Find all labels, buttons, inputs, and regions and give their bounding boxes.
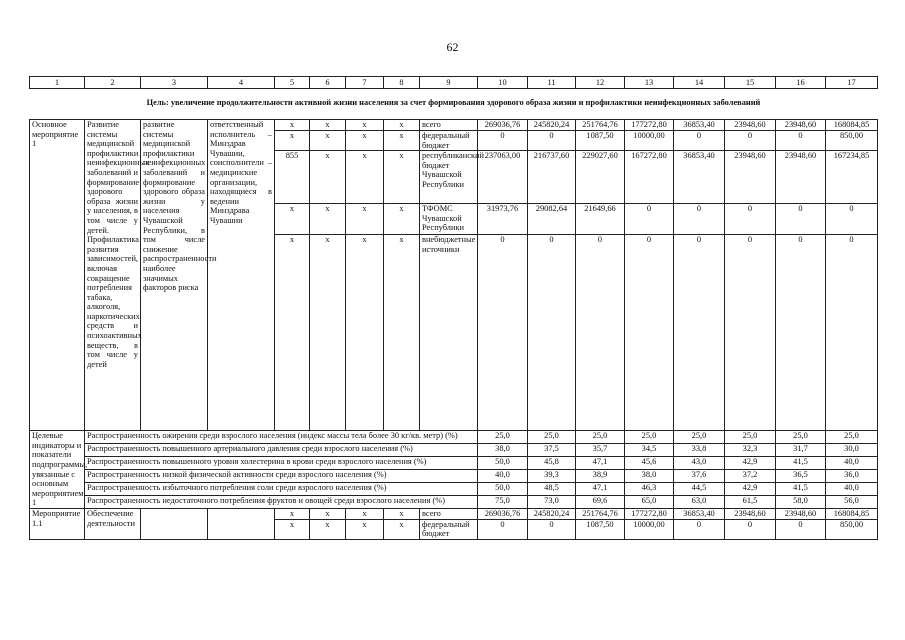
budget-code-cell: x [346,120,384,131]
indicator-value: 25,0 [826,431,878,444]
amount-cell: 10000,00 [625,131,674,151]
indicator-value: 37,5 [528,444,576,457]
amount-cell: 23948,60 [725,508,776,519]
amount-cell: 0 [478,519,528,539]
budget-code-cell: x [310,204,346,235]
funding-source: всего [420,120,478,131]
amount-cell: 245820,24 [528,120,576,131]
column-header: 11 [528,77,576,89]
amount-cell: 31973,76 [478,204,528,235]
amount-cell: 850,00 [826,131,878,151]
indicator-value: 31,7 [776,444,826,457]
indicator-row [30,470,878,483]
amount-cell: 0 [625,204,674,235]
column-header: 10 [478,77,528,89]
header-row [30,77,878,89]
amount-cell: 23948,60 [725,120,776,131]
budget-code-cell: x [275,131,310,151]
indicator-value: 41,5 [776,457,826,470]
amount-cell: 177272,80 [625,120,674,131]
indicator-value: 42,9 [725,457,776,470]
amount-cell: 0 [725,204,776,235]
indicator-value: 39,3 [528,470,576,483]
amount-cell: 36853,40 [674,508,725,519]
event-executors: ответственный исполнитель – Минздрав Чувашии, соисполнители – медицинские организации, находящиеся в ведении Минздрава Чувашии [208,120,275,431]
amount-cell: 0 [576,235,625,431]
budget-code-cell: x [275,519,310,539]
budget-code-cell: x [384,120,420,131]
budget-code-cell: x [310,120,346,131]
indicator-value: 48,5 [528,483,576,496]
amount-cell: 1087,50 [576,519,625,539]
event1-row [30,120,878,131]
indicator-value: 73,0 [528,495,576,508]
amount-cell: 0 [478,235,528,431]
amount-cell: 0 [776,204,826,235]
column-header: 5 [275,77,310,89]
column-header: 14 [674,77,725,89]
indicator-value: 41,5 [776,483,826,496]
amount-cell: 850,00 [826,519,878,539]
indicator-value: 30,0 [826,444,878,457]
amount-cell: 0 [725,235,776,431]
indicator-value: 37,6 [674,470,725,483]
column-header: 3 [141,77,208,89]
funding-source: федеральный бюджет [420,519,478,539]
budget-code-cell: x [346,204,384,235]
budget-code-cell: x [275,120,310,131]
column-header: 17 [826,77,878,89]
indicator-value: 58,0 [776,495,826,508]
amount-cell: 0 [528,519,576,539]
indicator-value: 25,0 [625,431,674,444]
program-table [29,76,878,540]
budget-code-cell: x [275,235,310,431]
column-header: 15 [725,77,776,89]
indicator-row [30,457,878,470]
amount-cell: 0 [776,519,826,539]
indicator-value: 40,0 [826,457,878,470]
indicator-value: 45,6 [625,457,674,470]
budget-code-cell: x [275,204,310,235]
indicator-text: Распространенность избыточного потребления соли среди взрослого населения (%) [85,483,478,496]
indicator-text: Распространенность недостаточного потребления фруктов и овощей среди взрослого населения (%) [85,495,478,508]
event-title: Мероприятие 1.1 [30,508,85,539]
amount-cell: 1087,50 [576,131,625,151]
indicator-row [30,483,878,496]
column-header: 13 [625,77,674,89]
amount-cell: 251764,76 [576,508,625,519]
indicator-value: 25,0 [674,431,725,444]
indicator-value: 44,5 [674,483,725,496]
amount-cell: 0 [478,131,528,151]
indicator-value: 65,0 [625,495,674,508]
amount-cell: 167234,85 [826,151,878,204]
budget-code-cell: x [384,131,420,151]
amount-cell: 167272,80 [625,151,674,204]
event11-row [30,508,878,519]
amount-cell: 0 [826,204,878,235]
page-number: 62 [446,40,459,54]
budget-code-cell: x [346,519,384,539]
amount-cell: 0 [725,131,776,151]
amount-cell: 251764,76 [576,120,625,131]
indicator-value: 42,9 [725,483,776,496]
indicator-value: 38,0 [478,444,528,457]
indicator-value: 36,5 [776,470,826,483]
budget-code-cell: x [384,508,420,519]
funding-source: внебюджетные источники [420,235,478,431]
indicator-value: 38,9 [576,470,625,483]
column-header: 8 [384,77,420,89]
budget-code-cell: x [384,235,420,431]
indicator-value: 46,3 [625,483,674,496]
amount-cell: 23948,60 [776,151,826,204]
budget-code-cell: x [310,519,346,539]
indicators-label: Целевые индикаторы и показатели подпрограммы, увязанные с основным мероприятием 1 [30,431,85,509]
indicator-value: 47,1 [576,457,625,470]
amount-cell: 0 [674,131,725,151]
amount-cell: 229027,60 [576,151,625,204]
amount-cell: 0 [725,519,776,539]
indicator-value: 33,8 [674,444,725,457]
column-header: 9 [420,77,478,89]
budget-code-cell: x [384,519,420,539]
indicator-text: Распространенность повышенного артериального давления среди взрослого населения (%) [85,444,478,457]
indicator-text: Распространенность низкой физической активности среди взрослого населения (%) [85,470,478,483]
amount-cell: 245820,24 [528,508,576,519]
amount-cell: 10000,00 [625,519,674,539]
amount-cell: 0 [776,131,826,151]
amount-cell: 0 [826,235,878,431]
indicator-value: 43,0 [674,457,725,470]
amount-cell: 0 [528,235,576,431]
empty-cell [208,508,275,539]
budget-code-cell: x [310,151,346,204]
column-header: 12 [576,77,625,89]
indicator-value: 40,0 [826,483,878,496]
event-description: Обеспечение деятельности [85,508,141,539]
indicator-value: 35,7 [576,444,625,457]
event-task: развитие системы медицинской профилактики неинфекционных заболеваний и формирование здорового образа жизни у населения Чувашской Республики, в том числе снижение распространенности наиболее значимых факторов риска [141,120,208,431]
indicator-value: 45,8 [528,457,576,470]
indicator-value: 25,0 [478,431,528,444]
budget-code-cell: x [346,235,384,431]
indicator-value: 38,0 [625,470,674,483]
amount-cell: 36853,40 [674,120,725,131]
column-header: 1 [30,77,85,89]
indicator-value: 50,0 [478,457,528,470]
budget-code-cell: x [310,131,346,151]
indicator-value: 25,0 [725,431,776,444]
amount-cell: 269036,76 [478,508,528,519]
budget-code-cell: x [275,508,310,519]
indicator-value: 69,6 [576,495,625,508]
budget-code-cell: x [384,204,420,235]
amount-cell: 237063,00 [478,151,528,204]
goal-text: Цель: увеличение продолжительности активной жизни населения за счет формирования здорового образа жизни и профилактики неинфекционных заболеваний [146,98,761,107]
indicator-value: 40,0 [478,470,528,483]
amount-cell: 177272,80 [625,508,674,519]
indicator-row [30,444,878,457]
amount-cell: 0 [528,131,576,151]
amount-cell: 0 [674,235,725,431]
amount-cell: 168084,85 [826,120,878,131]
amount-cell: 168084,85 [826,508,878,519]
budget-code-cell: x [384,151,420,204]
amount-cell: 23948,60 [776,120,826,131]
indicator-value: 56,0 [826,495,878,508]
column-header: 7 [346,77,384,89]
amount-cell: 23948,60 [776,508,826,519]
amount-cell: 29082,64 [528,204,576,235]
funding-source: республиканский бюджет Чувашской Республики [420,151,478,204]
amount-cell: 269036,76 [478,120,528,131]
column-header: 4 [208,77,275,89]
budget-code-cell: 855 [275,151,310,204]
indicator-value: 25,0 [576,431,625,444]
column-header: 16 [776,77,826,89]
column-header: 2 [85,77,141,89]
amount-cell: 0 [674,204,725,235]
indicator-value: 36,0 [826,470,878,483]
event-description: Развитие системы медицинской профилактики неинфекционных заболеваний и формирование здорового образа жизни у населения, в том числе у детей. Профилактика развития зависимостей, включая сокращение потребления табака, алкоголя, наркотических средств и психоактивных веществ, в том числе у детей [85,120,141,431]
funding-source: ТФОМС Чувашской Республики [420,204,478,235]
budget-code-cell: x [310,235,346,431]
indicator-value: 34,5 [625,444,674,457]
indicator-value: 37,2 [725,470,776,483]
indicator-value: 47,1 [576,483,625,496]
indicator-value: 32,3 [725,444,776,457]
empty-cell [141,508,208,539]
amount-cell: 0 [776,235,826,431]
indicator-value: 25,0 [776,431,826,444]
amount-cell: 36853,40 [674,151,725,204]
goal-row [30,94,878,114]
funding-source: федеральный бюджет [420,131,478,151]
amount-cell: 0 [625,235,674,431]
budget-code-cell: x [310,508,346,519]
funding-source: всего [420,508,478,519]
amount-cell: 23948,60 [725,151,776,204]
indicator-value: 61,5 [725,495,776,508]
indicator-value: 75,0 [478,495,528,508]
budget-code-cell: x [346,151,384,204]
event-title: Основное мероприятие 1 [30,120,85,431]
indicator-text: Распространенность ожирения среди взрослого населения (индекс массы тела более 30 кг/кв. метр) (%) [85,431,478,444]
column-header: 6 [310,77,346,89]
indicator-row [30,495,878,508]
amount-cell: 216737,60 [528,151,576,204]
budget-code-cell: x [346,131,384,151]
indicator-value: 25,0 [528,431,576,444]
indicator-value: 63,0 [674,495,725,508]
budget-code-cell: x [346,508,384,519]
indicator-row [30,431,878,444]
indicator-value: 50,0 [478,483,528,496]
indicator-text: Распространенность повышенного уровня холестерина в крови среди взрослого населения (%) [85,457,478,470]
amount-cell: 21649,66 [576,204,625,235]
amount-cell: 0 [674,519,725,539]
